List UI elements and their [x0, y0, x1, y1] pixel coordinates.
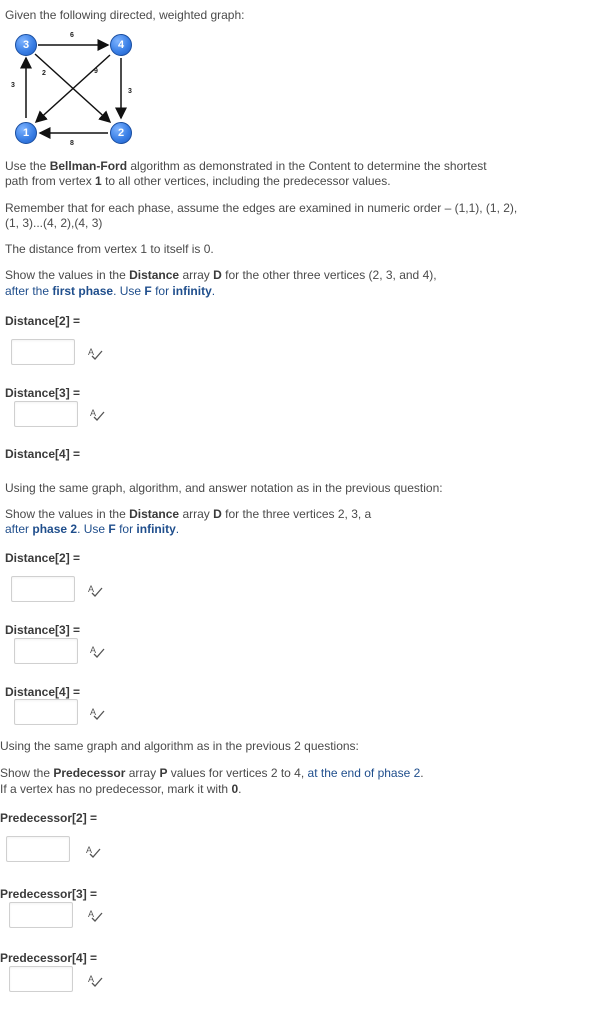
q3-predecessor3-label: Predecessor[3] =	[0, 887, 98, 901]
q1-distance4-label: Distance[4] =	[5, 447, 81, 461]
q3-predecessor4-label: Predecessor[4] =	[0, 951, 98, 965]
vertex-2: 2	[110, 122, 132, 144]
q1-para4-line1: Show the values in the Distance array D for the other three vertices (2, 3, and 4),	[5, 268, 437, 282]
q1-distance2-input[interactable]	[11, 339, 75, 365]
svg-text:A: A	[88, 909, 95, 919]
svg-text:A: A	[90, 645, 97, 655]
q2-distance4-label: Distance[4] =	[5, 685, 81, 699]
q1-distance2-label: Distance[2] =	[5, 314, 81, 328]
spellcheck-icon[interactable]	[85, 843, 101, 859]
vertex-1: 1	[15, 122, 37, 144]
q1-para3: The distance from vertex 1 to itself is 0.	[5, 242, 214, 256]
spellcheck-icon[interactable]	[89, 643, 105, 659]
weight-diag-a: 2	[42, 70, 46, 77]
vertex-3: 3	[15, 34, 37, 56]
svg-text:A: A	[86, 845, 93, 855]
weight-diag-b: 9	[94, 68, 98, 75]
q1-distance3-label: Distance[3] =	[5, 386, 81, 400]
spellcheck-icon[interactable]	[89, 406, 105, 422]
svg-text:A: A	[90, 408, 97, 418]
q1-para2-line1: Remember that for each phase, assume the edges are examined in numeric order – (1,1), (1, 2),	[5, 201, 518, 215]
q3-predecessor4-input[interactable]	[9, 966, 73, 992]
q2-para2-line1: Show the values in the Distance array D for the three vertices 2, 3, a	[5, 507, 372, 521]
q1-para1-line2: path from vertex 1 to all other vertices, including the predecessor values.	[5, 174, 391, 188]
weighted-graph	[10, 30, 140, 150]
q2-distance2-label: Distance[2] =	[5, 551, 81, 565]
svg-text:A: A	[90, 707, 97, 717]
svg-text:A: A	[88, 584, 95, 594]
q1-para4-line2: after the first phase. Use F for infinity.	[5, 284, 216, 298]
q3-para1: Using the same graph and algorithm as in the previous 2 questions:	[0, 739, 359, 753]
q3-para2-line1: Show the Predecessor array P values for vertices 2 to 4, at the end of phase 2.	[0, 766, 424, 780]
q1-para2-line2: (1, 3)...(4, 2),(4, 3)	[5, 216, 103, 230]
q3-para2-line2: If a vertex has no predecessor, mark it with 0.	[0, 782, 242, 796]
weight-bottom: 8	[70, 140, 74, 147]
spellcheck-icon[interactable]	[87, 345, 103, 361]
q3-predecessor2-label: Predecessor[2] =	[0, 811, 98, 825]
q1-distance3-input[interactable]	[14, 401, 78, 427]
weight-top: 6	[70, 32, 74, 39]
vertex-4: 4	[110, 34, 132, 56]
spellcheck-icon[interactable]	[89, 705, 105, 721]
q1-para1-line1: Use the Bellman-Ford algorithm as demonstrated in the Content to determine the shortest	[5, 159, 487, 173]
q2-para1: Using the same graph, algorithm, and answer notation as in the previous question:	[5, 481, 443, 495]
weight-right: 3	[128, 88, 132, 95]
q3-predecessor2-input[interactable]	[6, 836, 70, 862]
q2-distance4-input[interactable]	[14, 699, 78, 725]
q2-distance2-input[interactable]	[11, 576, 75, 602]
q2-distance3-label: Distance[3] =	[5, 623, 81, 637]
q2-distance3-input[interactable]	[14, 638, 78, 664]
weight-left: 3	[11, 82, 15, 89]
spellcheck-icon[interactable]	[87, 972, 103, 988]
spellcheck-icon[interactable]	[87, 582, 103, 598]
q1-intro: Given the following directed, weighted graph:	[5, 8, 245, 22]
spellcheck-icon[interactable]	[87, 907, 103, 923]
svg-text:A: A	[88, 347, 95, 357]
q3-predecessor3-input[interactable]	[9, 902, 73, 928]
svg-text:A: A	[88, 974, 95, 984]
q2-para2-line2: after phase 2. Use F for infinity.	[5, 522, 180, 536]
